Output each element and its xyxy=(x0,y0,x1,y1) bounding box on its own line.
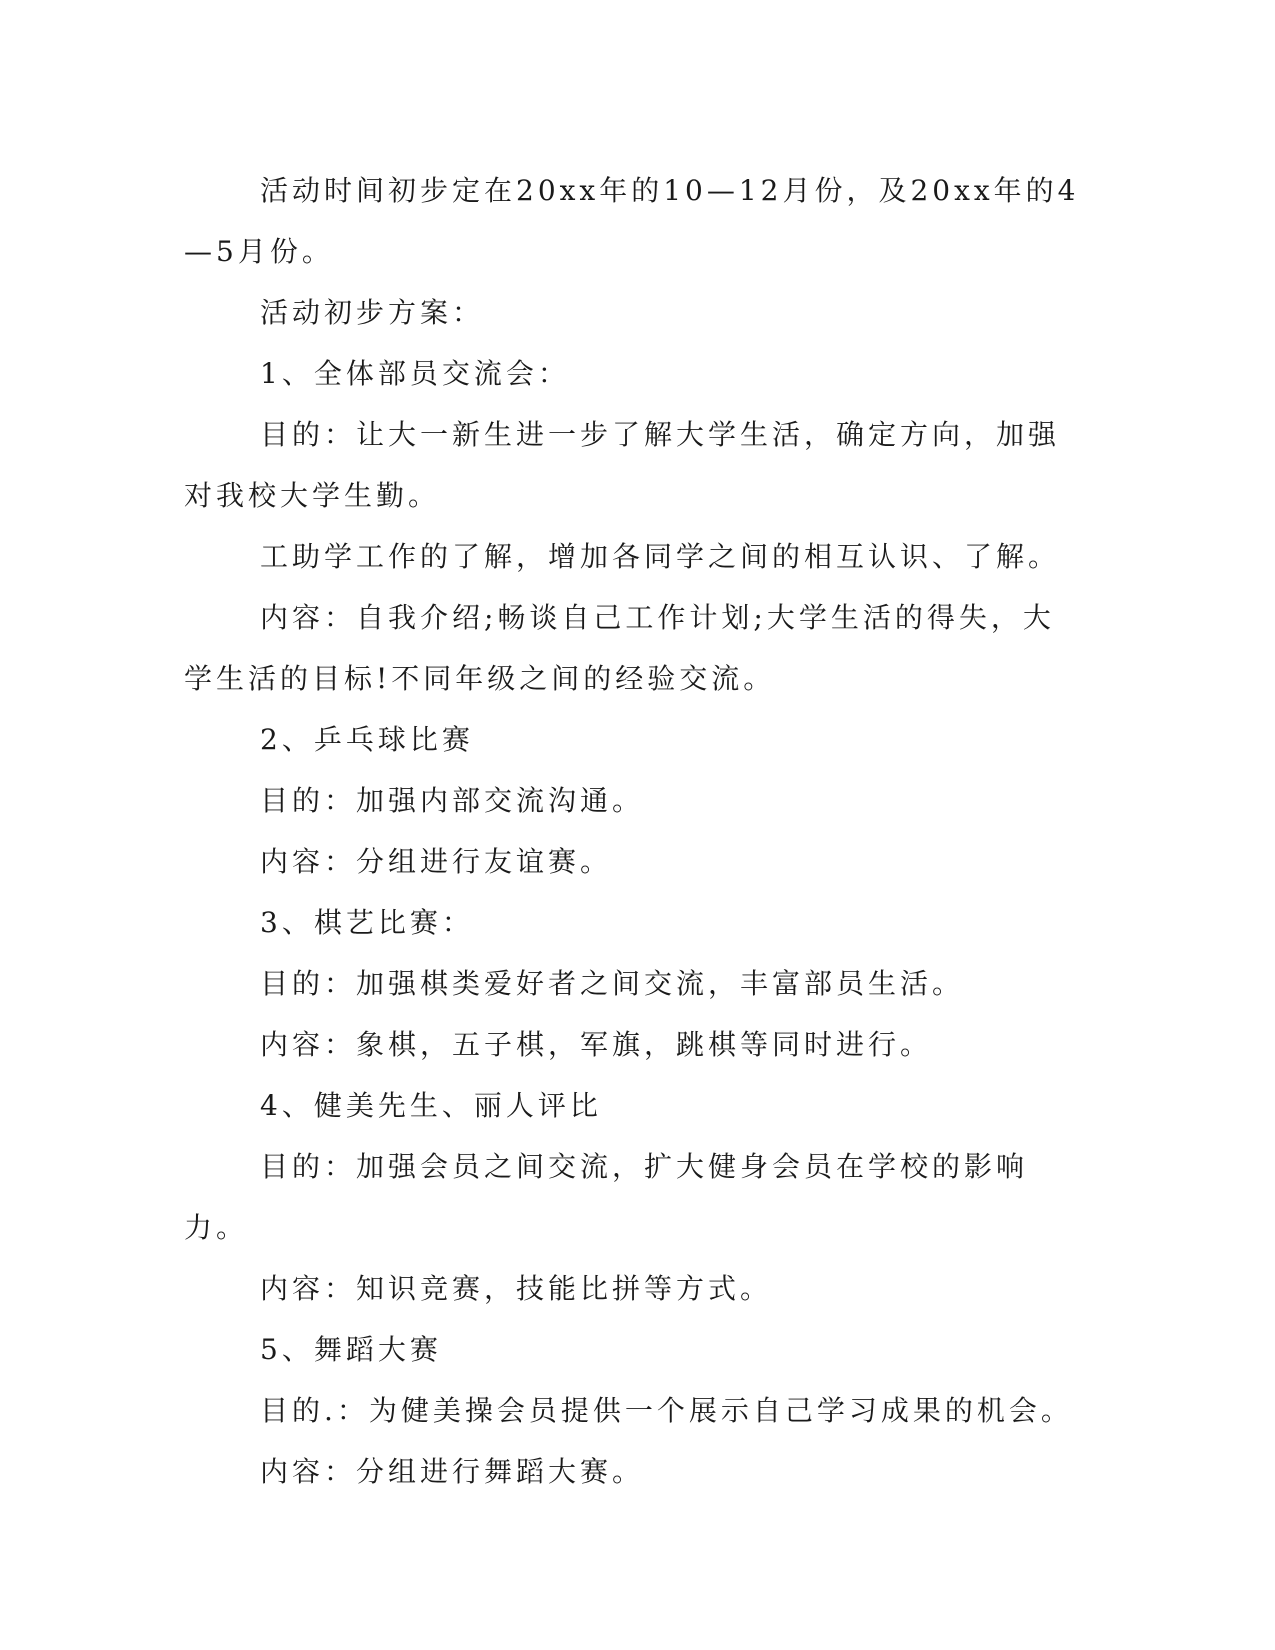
paragraph-item-2-content: 内容：分组进行友谊赛。 xyxy=(260,845,613,878)
paragraph-item-4-purpose: 目的：加强会员之间交流，扩大健身会员在学校的影响力。 xyxy=(184,1150,1029,1244)
paragraph-item-2-title: 2、乒乓球比赛 xyxy=(260,723,474,756)
paragraph-item-1-purpose-cont: 工助学工作的了解，增加各同学之间的相互认识、了解。 xyxy=(260,540,1061,573)
paragraph-item-1-content: 内容：自我介绍;畅谈自己工作计划;大学生活的得失，大学生活的目标!不同年级之间的经验交流。 xyxy=(184,601,1055,695)
paragraph-item-5-content: 内容：分组进行舞蹈大赛。 xyxy=(260,1455,645,1488)
paragraph-item-3-title: 3、棋艺比赛： xyxy=(260,906,474,939)
paragraph-item-5-title: 5、舞蹈大赛 xyxy=(260,1333,442,1366)
paragraph-activity-time: 活动时间初步定在20xx年的10—12月份，及20xx年的4—5月份。 xyxy=(184,174,1080,268)
paragraph-item-1-purpose: 目的：让大一新生进一步了解大学生活，确定方向，加强对我校大学生勤。 xyxy=(184,418,1061,512)
paragraph-item-3-content: 内容：象棋，五子棋，军旗，跳棋等同时进行。 xyxy=(260,1028,933,1061)
paragraph-item-4-content: 内容：知识竞赛，技能比拼等方式。 xyxy=(260,1272,773,1305)
paragraph-item-3-purpose: 目的：加强棋类爱好者之间交流，丰富部员生活。 xyxy=(260,967,965,1000)
paragraph-item-4-title: 4、健美先生、丽人评比 xyxy=(260,1089,602,1122)
paragraph-plan-heading: 活动初步方案： xyxy=(260,296,485,329)
paragraph-item-2-purpose: 目的：加强内部交流沟通。 xyxy=(260,784,645,817)
document-body xyxy=(184,160,1084,1502)
paragraph-item-1-title: 1、全体部员交流会： xyxy=(260,357,570,390)
paragraph-item-5-purpose: 目的.：为健美操会员提供一个展示自己学习成果的机会。 xyxy=(260,1394,1073,1427)
